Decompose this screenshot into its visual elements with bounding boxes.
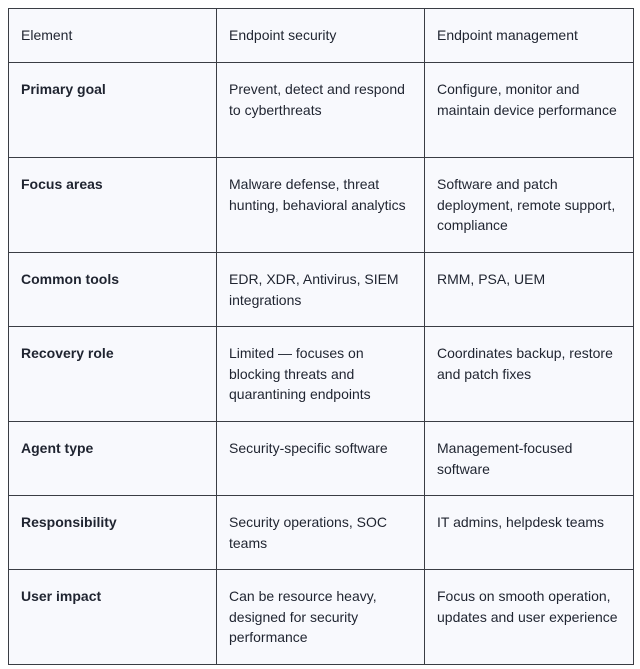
column-header-endpoint-security: Endpoint security <box>217 9 425 63</box>
cell-security: Limited — focuses on blocking threats and quarantining endpoints <box>217 327 425 422</box>
table-row <box>9 158 634 253</box>
column-header-element: Element <box>9 9 217 63</box>
row-label-common-tools: Common tools <box>9 253 217 327</box>
comparison-table <box>8 8 634 665</box>
row-label-responsibility: Responsibility <box>9 496 217 570</box>
row-label-recovery-role: Recovery role <box>9 327 217 422</box>
table-header-row <box>9 9 634 63</box>
table-row <box>9 496 634 570</box>
cell-management: Configure, monitor and maintain device performance <box>425 63 634 158</box>
cell-management: Focus on smooth operation, updates and user experience <box>425 570 634 665</box>
table-row <box>9 63 634 158</box>
cell-management: Software and patch deployment, remote support, compliance <box>425 158 634 253</box>
table-row <box>9 327 634 422</box>
row-label-focus-areas: Focus areas <box>9 158 217 253</box>
cell-management: RMM, PSA, UEM <box>425 253 634 327</box>
row-label-primary-goal: Primary goal <box>9 63 217 158</box>
row-label-user-impact: User impact <box>9 570 217 665</box>
cell-security: Security operations, SOC teams <box>217 496 425 570</box>
cell-management: IT admins, helpdesk teams <box>425 496 634 570</box>
table-row <box>9 570 634 665</box>
cell-security: Malware defense, threat hunting, behavioral analytics <box>217 158 425 253</box>
row-label-agent-type: Agent type <box>9 422 217 496</box>
cell-security: EDR, XDR, Antivirus, SIEM integrations <box>217 253 425 327</box>
cell-security: Prevent, detect and respond to cyberthreats <box>217 63 425 158</box>
cell-security: Can be resource heavy, designed for security performance <box>217 570 425 665</box>
cell-security: Security-specific software <box>217 422 425 496</box>
cell-management: Management-focused software <box>425 422 634 496</box>
table-row <box>9 422 634 496</box>
comparison-table-container <box>8 8 633 665</box>
column-header-endpoint-management: Endpoint management <box>425 9 634 63</box>
table-row <box>9 253 634 327</box>
cell-management: Coordinates backup, restore and patch fixes <box>425 327 634 422</box>
